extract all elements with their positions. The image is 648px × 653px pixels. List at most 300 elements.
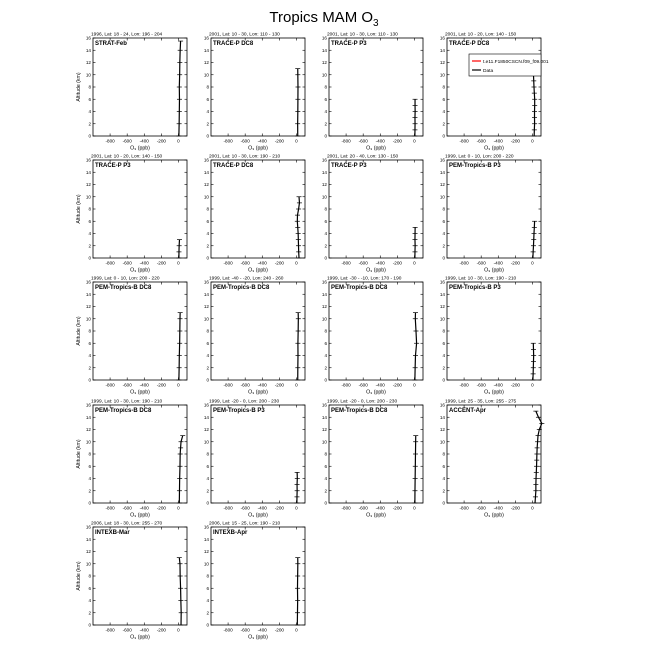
y-tick-label: 14 [204, 48, 210, 53]
chart-panel [76, 154, 187, 274]
y-tick-label: 10 [440, 72, 446, 77]
y-tick-label: 14 [322, 292, 328, 297]
panel-frame [93, 38, 187, 136]
x-tick-label: -600 [241, 506, 251, 511]
y-tick-label: 14 [204, 170, 210, 175]
y-tick-label: 12 [86, 427, 92, 432]
data-line [415, 313, 417, 380]
y-tick-label: 8 [88, 207, 91, 212]
y-tick-label: 12 [204, 549, 210, 554]
y-tick-label: 14 [86, 292, 92, 297]
y-tick-label: 8 [206, 329, 209, 334]
panel-header: 1999, Lat: 10 - 30, Lon: 190 - 210 [91, 399, 163, 405]
y-tick-label: 0 [206, 501, 209, 506]
y-tick-label: 12 [86, 304, 92, 309]
x-axis-label: O₃ (ppb) [248, 146, 268, 152]
y-tick-label: 6 [324, 219, 327, 224]
x-tick-label: -200 [511, 261, 521, 266]
panel-frame [447, 160, 541, 258]
x-tick-label: -200 [393, 506, 403, 511]
data-line [179, 240, 180, 258]
x-tick-label: -600 [123, 628, 133, 633]
x-tick-label: -600 [241, 383, 251, 388]
x-tick-label: -200 [157, 139, 167, 144]
panel-campaign-label: PEM-Tropics-B P3 [449, 163, 501, 169]
panel-frame [447, 405, 541, 503]
y-tick-label: 2 [206, 365, 209, 370]
data-line [179, 436, 182, 503]
x-axis-label: O₃ (ppb) [248, 635, 268, 641]
y-tick-label: 10 [86, 439, 92, 444]
y-tick-label: 10 [322, 439, 328, 444]
x-tick-label: 0 [531, 261, 534, 266]
y-tick-label: 12 [322, 182, 328, 187]
y-tick-label: 16 [322, 403, 328, 408]
y-tick-label: 0 [88, 501, 91, 506]
x-tick-label: -800 [105, 261, 115, 266]
panel-header: 2001, Lat: 10 - 20, Lon: 140 - 150 [445, 32, 517, 38]
y-tick-label: 10 [86, 72, 92, 77]
y-tick-label: 0 [206, 378, 209, 383]
x-tick-label: -800 [459, 383, 469, 388]
y-tick-label: 14 [86, 415, 92, 420]
x-tick-label: -400 [376, 139, 386, 144]
panel-header: 1999, Lat: -40 - -20, Lon: 240 - 260 [209, 276, 284, 282]
x-tick-label: -600 [123, 261, 133, 266]
y-tick-label: 4 [324, 353, 327, 358]
y-tick-label: 8 [442, 85, 445, 90]
x-tick-label: -400 [258, 628, 268, 633]
y-tick-label: 8 [442, 329, 445, 334]
y-tick-label: 10 [322, 194, 328, 199]
chart-panel [322, 32, 423, 152]
chart-panel [440, 276, 541, 396]
data-line [179, 313, 180, 380]
x-tick-label: -800 [459, 506, 469, 511]
x-tick-label: -400 [258, 506, 268, 511]
y-tick-label: 6 [442, 219, 445, 224]
y-tick-label: 6 [206, 341, 209, 346]
y-tick-label: 2 [324, 365, 327, 370]
y-tick-label: 4 [442, 476, 445, 481]
panel-header: 2001, Lat: 10 - 30, Lon: 110 - 130 [209, 32, 280, 38]
x-tick-label: -600 [477, 383, 487, 388]
x-tick-label: -600 [359, 383, 369, 388]
y-tick-label: 16 [440, 158, 446, 163]
y-tick-label: 0 [88, 378, 91, 383]
x-tick-label: -200 [275, 261, 285, 266]
chart-panel [322, 276, 423, 396]
y-tick-label: 2 [88, 488, 91, 493]
y-tick-label: 6 [324, 464, 327, 469]
x-tick-label: -600 [241, 261, 251, 266]
y-tick-label: 6 [442, 464, 445, 469]
y-tick-label: 6 [88, 341, 91, 346]
y-tick-label: 6 [206, 464, 209, 469]
y-tick-label: 2 [442, 243, 445, 248]
y-tick-label: 4 [88, 598, 91, 603]
x-tick-label: -200 [275, 383, 285, 388]
panel-campaign-label: TRACE-P P3 [331, 41, 367, 47]
panel-frame [211, 527, 305, 625]
y-tick-label: 2 [88, 365, 91, 370]
chart-panel [440, 32, 549, 152]
y-tick-label: 14 [86, 48, 92, 53]
y-tick-label: 0 [88, 134, 91, 139]
panel-header: 2001, Lat: 10 - 30, Lon: 110 - 130 [327, 32, 398, 38]
panel-frame [329, 282, 423, 380]
y-tick-label: 0 [206, 256, 209, 261]
chart-panel [322, 399, 423, 519]
y-tick-label: 8 [88, 85, 91, 90]
panel-frame [211, 405, 305, 503]
y-tick-label: 10 [204, 194, 210, 199]
x-tick-label: -800 [341, 261, 351, 266]
x-tick-label: -400 [494, 506, 504, 511]
y-tick-label: 14 [440, 292, 446, 297]
x-tick-label: -200 [511, 383, 521, 388]
x-tick-label: -400 [258, 261, 268, 266]
y-tick-label: 2 [88, 121, 91, 126]
panel-campaign-label: TRACE-P DC8 [213, 163, 254, 169]
x-tick-label: -800 [223, 383, 233, 388]
y-tick-label: 4 [442, 353, 445, 358]
panel-campaign-label: PEM-Tropics-B DC8 [213, 285, 270, 291]
y-tick-label: 16 [86, 36, 92, 41]
panel-frame [93, 282, 187, 380]
x-tick-label: -200 [157, 261, 167, 266]
y-tick-label: 14 [86, 170, 92, 175]
x-axis-label: O₃ (ppb) [484, 146, 504, 152]
x-tick-label: -800 [105, 139, 115, 144]
y-tick-label: 6 [324, 341, 327, 346]
y-tick-label: 10 [204, 561, 210, 566]
panel-campaign-label: INTEXB-Mar [95, 530, 130, 536]
panel-frame [211, 38, 305, 136]
x-tick-label: -800 [223, 139, 233, 144]
x-tick-label: -600 [359, 506, 369, 511]
x-tick-label: -200 [511, 139, 521, 144]
y-tick-label: 4 [442, 109, 445, 114]
y-tick-label: 0 [206, 134, 209, 139]
y-tick-label: 12 [204, 182, 210, 187]
panel-header: 2001, Lat: 10 - 30, Lon: 190 - 210 [209, 154, 281, 160]
y-tick-label: 4 [324, 231, 327, 236]
y-tick-label: 12 [86, 182, 92, 187]
y-tick-label: 4 [206, 231, 209, 236]
x-tick-label: 0 [413, 139, 416, 144]
y-tick-label: 10 [440, 194, 446, 199]
chart-panel [76, 32, 187, 152]
y-tick-label: 6 [88, 219, 91, 224]
y-tick-label: 8 [324, 452, 327, 457]
x-tick-label: 0 [295, 506, 298, 511]
y-tick-label: 16 [86, 403, 92, 408]
y-tick-label: 6 [88, 97, 91, 102]
x-tick-label: -800 [223, 261, 233, 266]
x-tick-label: -200 [393, 383, 403, 388]
y-tick-label: 16 [204, 280, 210, 285]
panel-campaign-label: PEM-Tropics-B P3 [449, 285, 501, 291]
panel-frame [93, 160, 187, 258]
y-tick-label: 2 [324, 121, 327, 126]
y-tick-label: 6 [442, 97, 445, 102]
y-tick-label: 8 [324, 207, 327, 212]
y-tick-label: 12 [440, 304, 446, 309]
y-axis-label: Altitude (km) [76, 561, 82, 590]
y-tick-label: 10 [204, 316, 210, 321]
x-axis-label: O₃ (ppb) [130, 513, 150, 519]
x-tick-label: 0 [177, 383, 180, 388]
y-tick-label: 12 [204, 427, 210, 432]
legend [469, 54, 549, 76]
y-tick-label: 0 [206, 623, 209, 628]
legend-label: t.e11.F1850CSCN.f09_f09.001 [483, 59, 549, 65]
panel-header: 1999, Lat: 0 - 10, Lon: 200 - 220 [91, 276, 160, 282]
x-tick-label: -200 [393, 261, 403, 266]
x-tick-label: -200 [511, 506, 521, 511]
data-line [298, 313, 299, 380]
panel-header: 2006, Lat: 18 - 30, Lon: 255 - 270 [91, 521, 163, 527]
y-tick-label: 8 [324, 85, 327, 90]
y-tick-label: 8 [88, 329, 91, 334]
x-axis-label: O₃ (ppb) [248, 390, 268, 396]
panel-campaign-label: TRACE-P P3 [95, 163, 131, 169]
panel-campaign-label: ACCENT-Apr [449, 408, 487, 414]
y-tick-label: 2 [88, 243, 91, 248]
y-tick-label: 12 [204, 60, 210, 65]
y-tick-label: 16 [204, 403, 210, 408]
legend-box [469, 54, 541, 76]
x-tick-label: 0 [413, 261, 416, 266]
chart-panel [76, 521, 187, 641]
y-tick-label: 16 [322, 280, 328, 285]
x-axis-label: O₃ (ppb) [130, 268, 150, 274]
x-tick-label: -400 [140, 383, 150, 388]
x-tick-label: -600 [123, 139, 133, 144]
y-tick-label: 16 [322, 36, 328, 41]
y-tick-label: 16 [86, 158, 92, 163]
panel-campaign-label: STRAT-Feb [95, 41, 127, 47]
y-tick-label: 2 [206, 243, 209, 248]
chart-panel [204, 32, 305, 152]
y-tick-label: 0 [88, 256, 91, 261]
panel-campaign-label: PEM-Tropics-B DC8 [331, 285, 388, 291]
panel-campaign-label: PEM-Tropics-B DC8 [331, 408, 388, 414]
x-tick-label: 0 [177, 506, 180, 511]
x-tick-label: -200 [157, 628, 167, 633]
y-tick-label: 10 [86, 316, 92, 321]
panel-frame [93, 527, 187, 625]
y-tick-label: 12 [322, 60, 328, 65]
y-axis-label: Altitude (km) [76, 439, 82, 468]
x-tick-label: 0 [531, 383, 534, 388]
panel-frame [329, 160, 423, 258]
y-tick-label: 16 [86, 525, 92, 530]
x-tick-label: -200 [157, 506, 167, 511]
y-tick-label: 0 [324, 256, 327, 261]
x-tick-label: -800 [223, 506, 233, 511]
y-tick-label: 0 [324, 134, 327, 139]
panel-header: 1999, Lat: 25 - 35, Lon: 255 - 275 [445, 399, 517, 405]
y-tick-label: 4 [206, 598, 209, 603]
y-tick-label: 6 [206, 219, 209, 224]
y-tick-label: 14 [322, 170, 328, 175]
panel-header: 1999, Lat: 10 - 30, Lon: 190 - 210 [445, 276, 517, 282]
y-tick-label: 14 [204, 292, 210, 297]
y-tick-label: 12 [322, 304, 328, 309]
panel-frame [329, 405, 423, 503]
x-tick-label: -400 [376, 261, 386, 266]
x-tick-label: 0 [531, 139, 534, 144]
panel-header: 1999, Lat: -20 - 0, Lon: 200 - 230 [327, 399, 397, 405]
x-tick-label: 0 [177, 139, 180, 144]
panel-campaign-label: TRACE-P DC8 [449, 41, 490, 47]
x-tick-label: 0 [413, 506, 416, 511]
y-tick-label: 16 [204, 36, 210, 41]
chart-panel [204, 399, 305, 519]
x-axis-label: O₃ (ppb) [248, 268, 268, 274]
x-tick-label: -800 [105, 383, 115, 388]
x-axis-label: O₃ (ppb) [366, 513, 386, 519]
panel-campaign-label: PEM-Tropics-B DC8 [95, 285, 152, 291]
x-tick-label: -800 [459, 139, 469, 144]
x-axis-label: O₃ (ppb) [130, 146, 150, 152]
x-tick-label: -800 [223, 628, 233, 633]
panel-header: 1999, Lat: -30 - -10, Lon: 170 - 190 [327, 276, 402, 282]
panel-frame [211, 282, 305, 380]
y-tick-label: 4 [324, 476, 327, 481]
y-tick-label: 2 [88, 610, 91, 615]
y-tick-label: 8 [206, 85, 209, 90]
chart-panel [204, 276, 305, 396]
x-tick-label: -400 [140, 261, 150, 266]
x-tick-label: 0 [295, 383, 298, 388]
y-tick-label: 0 [442, 501, 445, 506]
x-tick-label: -800 [459, 261, 469, 266]
y-tick-label: 4 [324, 109, 327, 114]
y-tick-label: 14 [440, 48, 446, 53]
x-tick-label: 0 [295, 628, 298, 633]
y-tick-label: 14 [204, 537, 210, 542]
y-tick-label: 16 [86, 280, 92, 285]
x-tick-label: -600 [241, 628, 251, 633]
panel-campaign-label: TRACE-P P3 [331, 163, 367, 169]
chart-panel [204, 154, 305, 274]
x-tick-label: -400 [140, 506, 150, 511]
panel-frame [93, 405, 187, 503]
y-tick-label: 16 [322, 158, 328, 163]
y-tick-label: 0 [324, 378, 327, 383]
x-tick-label: -400 [258, 139, 268, 144]
x-tick-label: -800 [105, 628, 115, 633]
y-tick-label: 14 [322, 48, 328, 53]
y-tick-label: 12 [440, 182, 446, 187]
x-axis-label: O₃ (ppb) [484, 390, 504, 396]
panel-header: 1999, Lat: -20 - 0, Lon: 200 - 230 [209, 399, 279, 405]
y-tick-label: 6 [442, 341, 445, 346]
x-tick-label: -600 [477, 261, 487, 266]
y-tick-label: 2 [206, 610, 209, 615]
panel-header: 2001, Lat: 10 - 20, Lon: 140 - 150 [91, 154, 163, 160]
panel-header: 1999, Lat: 0 - 10, Lon: 200 - 220 [445, 154, 514, 160]
y-tick-label: 8 [206, 207, 209, 212]
y-tick-label: 8 [206, 574, 209, 579]
data-line [179, 41, 181, 136]
x-tick-label: -600 [241, 139, 251, 144]
y-tick-label: 16 [440, 403, 446, 408]
panel-frame [211, 160, 305, 258]
y-axis-label: Altitude (km) [76, 316, 82, 345]
y-tick-label: 2 [206, 488, 209, 493]
x-tick-label: -400 [376, 506, 386, 511]
y-tick-label: 16 [440, 36, 446, 41]
y-tick-label: 0 [442, 256, 445, 261]
y-tick-label: 4 [206, 353, 209, 358]
y-tick-label: 10 [86, 194, 92, 199]
y-tick-label: 0 [442, 134, 445, 139]
panel-campaign-label: TRACE-P DC8 [213, 41, 254, 47]
y-tick-label: 14 [322, 415, 328, 420]
y-tick-label: 0 [324, 501, 327, 506]
y-tick-label: 6 [88, 586, 91, 591]
x-tick-label: -600 [477, 139, 487, 144]
y-tick-label: 16 [204, 158, 210, 163]
y-tick-label: 12 [440, 60, 446, 65]
y-tick-label: 12 [440, 427, 446, 432]
y-tick-label: 12 [86, 549, 92, 554]
y-tick-label: 6 [206, 586, 209, 591]
x-axis-label: O₃ (ppb) [248, 513, 268, 519]
panel-campaign-label: PEM-Tropics-B DC8 [95, 408, 152, 414]
legend-label: Data [483, 68, 493, 74]
x-tick-label: 0 [295, 139, 298, 144]
x-tick-label: -200 [275, 628, 285, 633]
x-tick-label: -800 [341, 383, 351, 388]
y-tick-label: 14 [86, 537, 92, 542]
x-tick-label: -600 [359, 261, 369, 266]
x-tick-label: -800 [341, 139, 351, 144]
y-tick-label: 10 [204, 72, 210, 77]
x-tick-label: -200 [275, 506, 285, 511]
chart-panel [440, 399, 544, 519]
y-axis-label: Altitude (km) [76, 194, 82, 223]
x-tick-label: -600 [123, 506, 133, 511]
y-tick-label: 12 [86, 60, 92, 65]
chart-panel [76, 399, 187, 519]
chart-panel [76, 276, 187, 396]
figure-title: Tropics MAM $O_3$ [0, 9, 648, 29]
y-tick-label: 2 [206, 121, 209, 126]
x-tick-label: 0 [177, 628, 180, 633]
y-tick-label: 8 [324, 329, 327, 334]
chart-panel [204, 521, 305, 641]
y-tick-label: 14 [440, 415, 446, 420]
y-tick-label: 10 [440, 439, 446, 444]
x-tick-label: 0 [295, 261, 298, 266]
y-tick-label: 6 [324, 97, 327, 102]
y-tick-label: 16 [440, 280, 446, 285]
data-line [297, 558, 298, 625]
y-tick-label: 8 [206, 452, 209, 457]
x-tick-label: -600 [359, 139, 369, 144]
x-axis-label: O₃ (ppb) [484, 513, 504, 519]
y-tick-label: 10 [440, 316, 446, 321]
x-tick-label: -400 [494, 383, 504, 388]
x-tick-label: 0 [413, 383, 416, 388]
x-axis-label: O₃ (ppb) [366, 268, 386, 274]
x-tick-label: -400 [376, 383, 386, 388]
